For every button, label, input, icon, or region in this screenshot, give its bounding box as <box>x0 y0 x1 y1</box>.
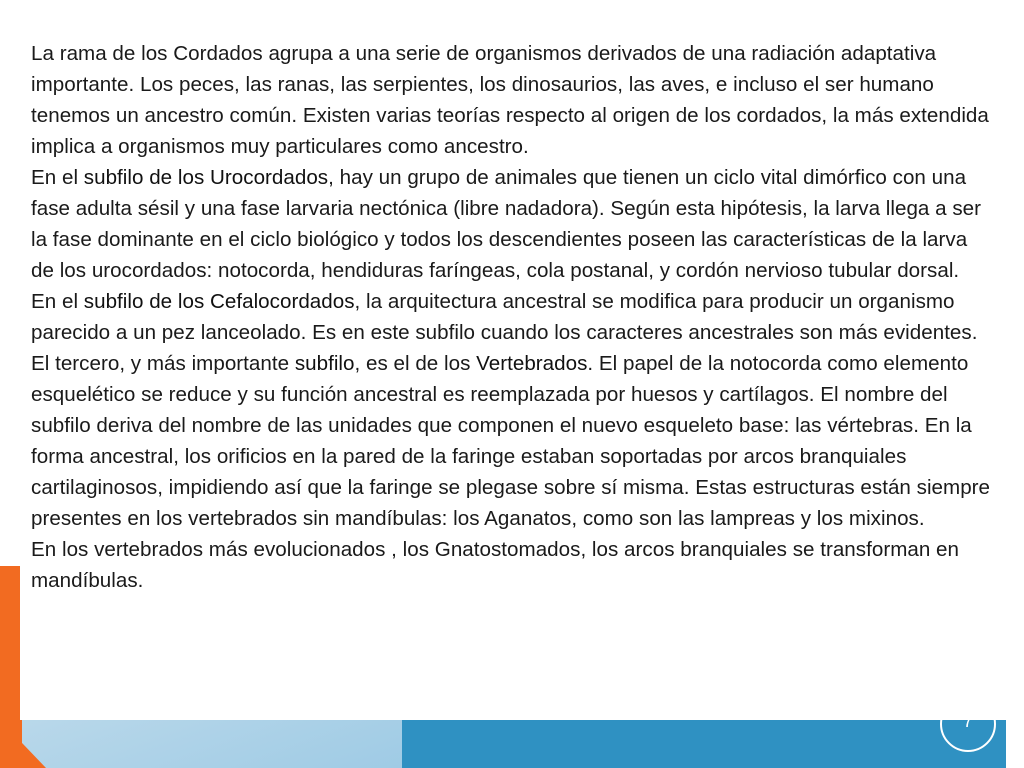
paragraph-text: , la arquitectura ancestral se modifica para producir un organismo parecido a un pez lanceolado. Es en este subfilo cuando los caracteres ancestrales son más evidentes. <box>31 290 978 344</box>
paragraph-text: La rama de los Cordados agrupa a una serie de organismos derivados de una radiación adaptativa importante. Los peces, las ranas, las serpientes, los dinosaurios, las aves, e incluso el ser humano tenemos un ancestro común. Existen varias teorías respecto al origen de los cordados, la más extendida implica a organismos muy particulares como ancestro. <box>31 42 989 158</box>
paragraph-intro <box>31 38 995 162</box>
paragraph-gnatostomados <box>31 534 995 596</box>
highlight-term: Vertebrados <box>476 352 588 375</box>
text-box <box>20 22 1007 720</box>
paragraph-text: , hay un grupo de animales que tienen un ciclo vital dimórfico con una fase adulta sésil y una fase larvaria nectónica (libre nadadora). Según esta hipótesis, la larva llega a ser la fase dominante en el ciclo biológico y todos los descendientes poseen las características de la larva de los urocordados: notocorda, hendiduras faríngeas, cola postanal, y cordón nervioso tubular dorsal. <box>31 166 982 282</box>
highlight-term: subfilo de los Urocordados <box>83 166 329 189</box>
paragraph-text: En el <box>31 290 84 313</box>
page-number: 7 <box>962 711 973 731</box>
paragraph-urocordados <box>31 162 995 286</box>
decor-light-band <box>22 720 402 768</box>
page-number-badge <box>940 696 996 752</box>
decor-orange-corner <box>0 720 46 768</box>
paragraph-text: En el <box>31 166 84 189</box>
decor-white-edge <box>1006 566 1024 768</box>
paragraph-text: En los vertebrados más evolucionados , los Gnatostomados, los arcos branquiales se transforman en mandíbulas. <box>31 538 960 592</box>
paragraph-text: El tercero, y más importante <box>31 352 295 375</box>
paragraph-cefalocordados <box>31 286 995 348</box>
paragraph-vertebrados <box>31 348 995 534</box>
paragraph-text: . El papel de la notocorda como elemento esquelético se reduce y su función ancestral es reemplazada por huesos y cartílagos. El nombre del subfilo deriva del nombre de las unidades que componen el nuevo esqueleto base: las vértebras. En la forma ancestral, los orificios en la pared de la faringe estaban soportadas por arcos branquiales cartilaginosos, impidiendo así que la faringe se plegase sobre sí misma. Estas estructuras están siempre presentes en los vertebrados sin mandíbulas: los Aganatos, como son las lampreas y los mixinos. <box>31 352 991 530</box>
highlight-term: subfilo de los Cefalocordados <box>83 290 355 313</box>
highlight-term: subfilo <box>294 352 355 375</box>
paragraph-text: , es el de los <box>354 352 477 375</box>
